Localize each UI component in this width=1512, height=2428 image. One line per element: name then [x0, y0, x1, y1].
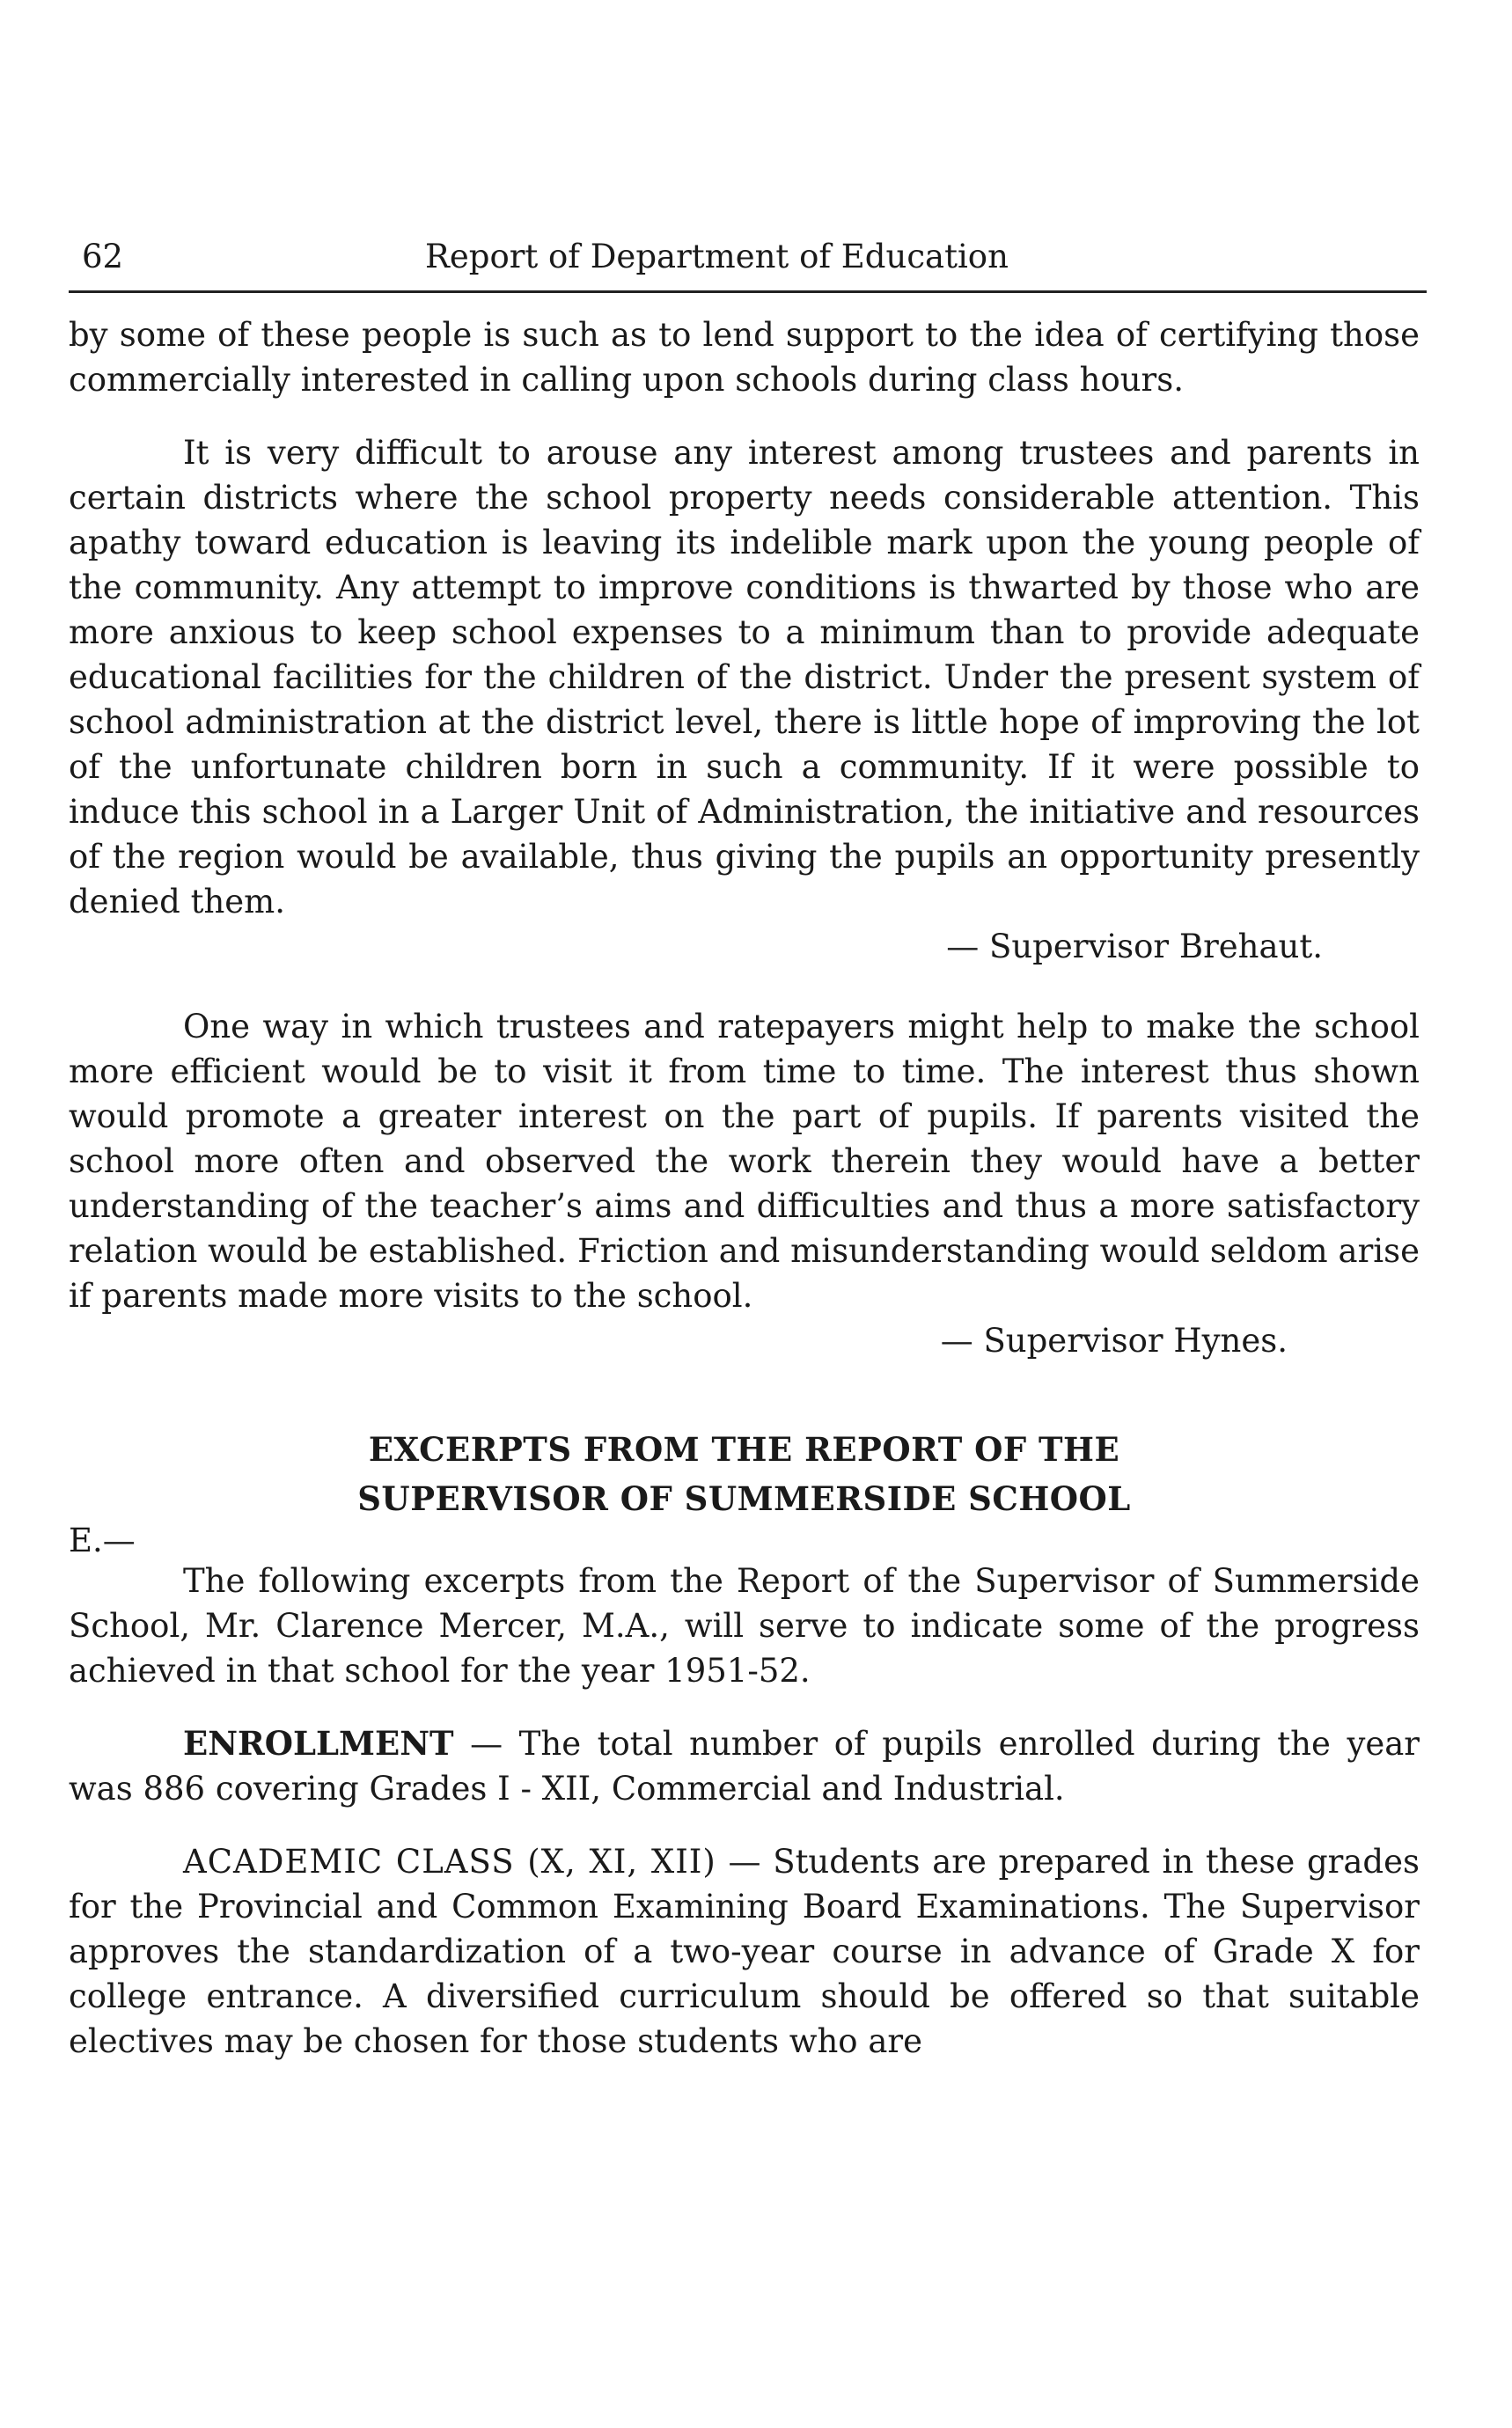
signature-brehaut: — Supervisor Brehaut. — [946, 928, 1323, 965]
section-letter: E.— — [69, 1522, 136, 1559]
enrollment-label: ENROLLMENT — [183, 1724, 454, 1763]
paragraph-brehaut-report: It is very difficult to arouse any interest among trustees and parents in certain districts where the school property needs considerable attention. This apathy toward education is leaving its indelible mark upon the young people of the community. Any attempt to improve conditions is thwarted by those who are more anxious to keep school expenses to a minimum than to provide adequate educational facilities for the children of the district. Under the present system of school administration at the district level, there is little hope of improving the lot of the unfortunate children born in such a community. If it were possible to induce this school in a Larger Unit of Administration, the initiative and resources of the region would be available, thus giving the pupils an opportunity presently denied them. — [69, 434, 1420, 921]
paragraph-intro: The following excerpts from the Report of the Supervisor of Summerside School, Mr. Clarence Mercer, M.A., will serve to indicate some of the progress achieved in that school for the year 1951-52. — [69, 1562, 1420, 1690]
paragraph-continuation: by some of these people is such as to lend support to the idea of certifying those commercially interested in calling upon schools during class hours. — [69, 316, 1420, 399]
paragraph-academic-class — [69, 1839, 1420, 2064]
running-title: Report of Department of Education — [425, 238, 1009, 275]
section-heading-line1: EXCERPTS FROM THE REPORT OF THE — [368, 1430, 1120, 1469]
paragraph-hynes-report: One way in which trustees and ratepayers might help to make the school more efficient would be to visit it from time to time. The interest thus shown would promote a greater interest on the part of pupils. If parents visited the school more often and observed the work therein they would have a better understanding of the teacher’s aims and difficulties and thus a more satisfactory relation would be established. Friction and misunderstanding would seldom arise if parents made more visits to the school. — [69, 1008, 1420, 1315]
section-heading-line2: SUPERVISOR OF SUMMERSIDE SCHOOL — [357, 1479, 1131, 1518]
paragraph-enrollment — [69, 1721, 1420, 1811]
signature-hynes: — Supervisor Hynes. — [940, 1322, 1288, 1360]
academic-class-text: — Students are prepared in these grades for the Provincial and Common Examining Board Examinations. The Supervisor approves the standardization of a two-year course in advance of Grade X for college entrance. A diversified curriculum should be offered so that suitable electives may be chosen for those students who are — [69, 1843, 1420, 2060]
document-page — [69, 238, 1420, 2064]
academic-class-label: ACADEMIC CLASS (X, XI, XII) — [183, 1843, 716, 1881]
enrollment-text: — The total number of pupils enrolled during the year was 886 covering Grades I - XII, Commercial and Industrial. — [69, 1725, 1420, 1808]
page-number: 62 — [82, 238, 124, 275]
running-header — [69, 238, 1427, 293]
